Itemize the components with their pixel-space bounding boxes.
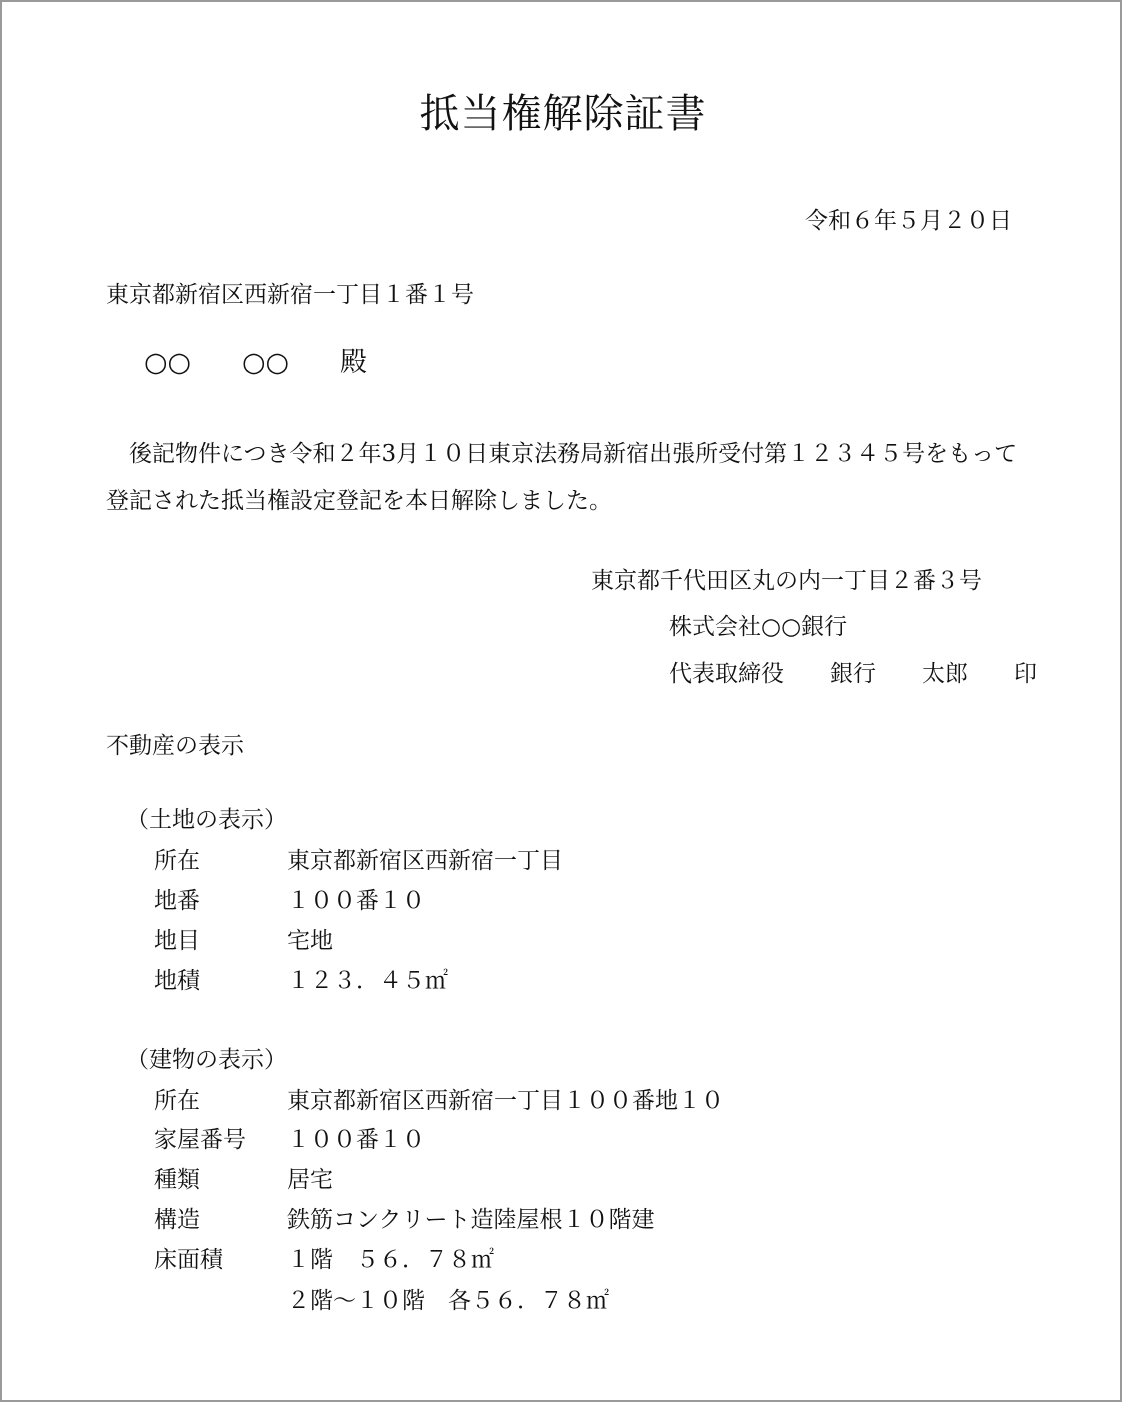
building-value-floor-area-1: １階 ５６．７８㎡ bbox=[287, 1247, 494, 1273]
building-value-type: 居宅 bbox=[287, 1167, 333, 1193]
sender-company: 株式会社○○銀行 bbox=[669, 614, 848, 640]
document-title: 抵当権解除証書 bbox=[419, 91, 707, 137]
sender-address: 東京都千代田区丸の内一丁目２番３号 bbox=[591, 568, 982, 594]
body-line-2: 登記された抵当権設定登記を本日解除しました。 bbox=[106, 488, 612, 514]
building-value-house-number: １００番１０ bbox=[287, 1127, 425, 1153]
recipient-honorific: 殿 bbox=[340, 347, 367, 378]
land-value-lot-number: １００番１０ bbox=[287, 888, 425, 914]
building-label-location: 所在 bbox=[154, 1088, 200, 1114]
sender-representative: 代表取締役 銀行 太郎 印 bbox=[669, 661, 1037, 687]
body-line-1: 後記物件につき令和２年3月１０日東京法務局新宿出張所受付第１２３４５号をもって bbox=[106, 441, 1018, 467]
building-label-structure: 構造 bbox=[154, 1207, 200, 1233]
building-value-structure: 鉄筋コンクリート造陸屋根１０階建 bbox=[287, 1207, 655, 1233]
land-value-category: 宅地 bbox=[287, 928, 333, 954]
property-heading: 不動産の表示 bbox=[106, 733, 244, 759]
land-label-area: 地積 bbox=[154, 968, 200, 994]
building-label-floor-area: 床面積 bbox=[154, 1247, 223, 1273]
building-value-location: 東京都新宿区西新宿一丁目１００番地１０ bbox=[287, 1088, 724, 1114]
issue-date: 令和６年５月２０日 bbox=[805, 208, 1012, 234]
land-heading: （土地の表示） bbox=[126, 807, 287, 833]
land-label-location: 所在 bbox=[154, 848, 200, 874]
land-label-category: 地目 bbox=[154, 928, 200, 954]
recipient-surname: ○○ bbox=[144, 347, 192, 378]
land-label-lot-number: 地番 bbox=[154, 888, 200, 914]
recipient-given-name: ○○ bbox=[242, 347, 290, 378]
land-value-area: １２３．４５㎡ bbox=[287, 968, 448, 994]
building-label-house-number: 家屋番号 bbox=[154, 1127, 246, 1153]
land-value-location: 東京都新宿区西新宿一丁目 bbox=[287, 848, 563, 874]
recipient-name bbox=[144, 346, 367, 380]
building-value-floor-area-2: ２階～１０階 各５６．７８㎡ bbox=[287, 1288, 609, 1314]
building-heading: （建物の表示） bbox=[126, 1047, 287, 1073]
recipient-address: 東京都新宿区西新宿一丁目１番１号 bbox=[106, 282, 474, 308]
building-label-type: 種類 bbox=[154, 1167, 200, 1193]
